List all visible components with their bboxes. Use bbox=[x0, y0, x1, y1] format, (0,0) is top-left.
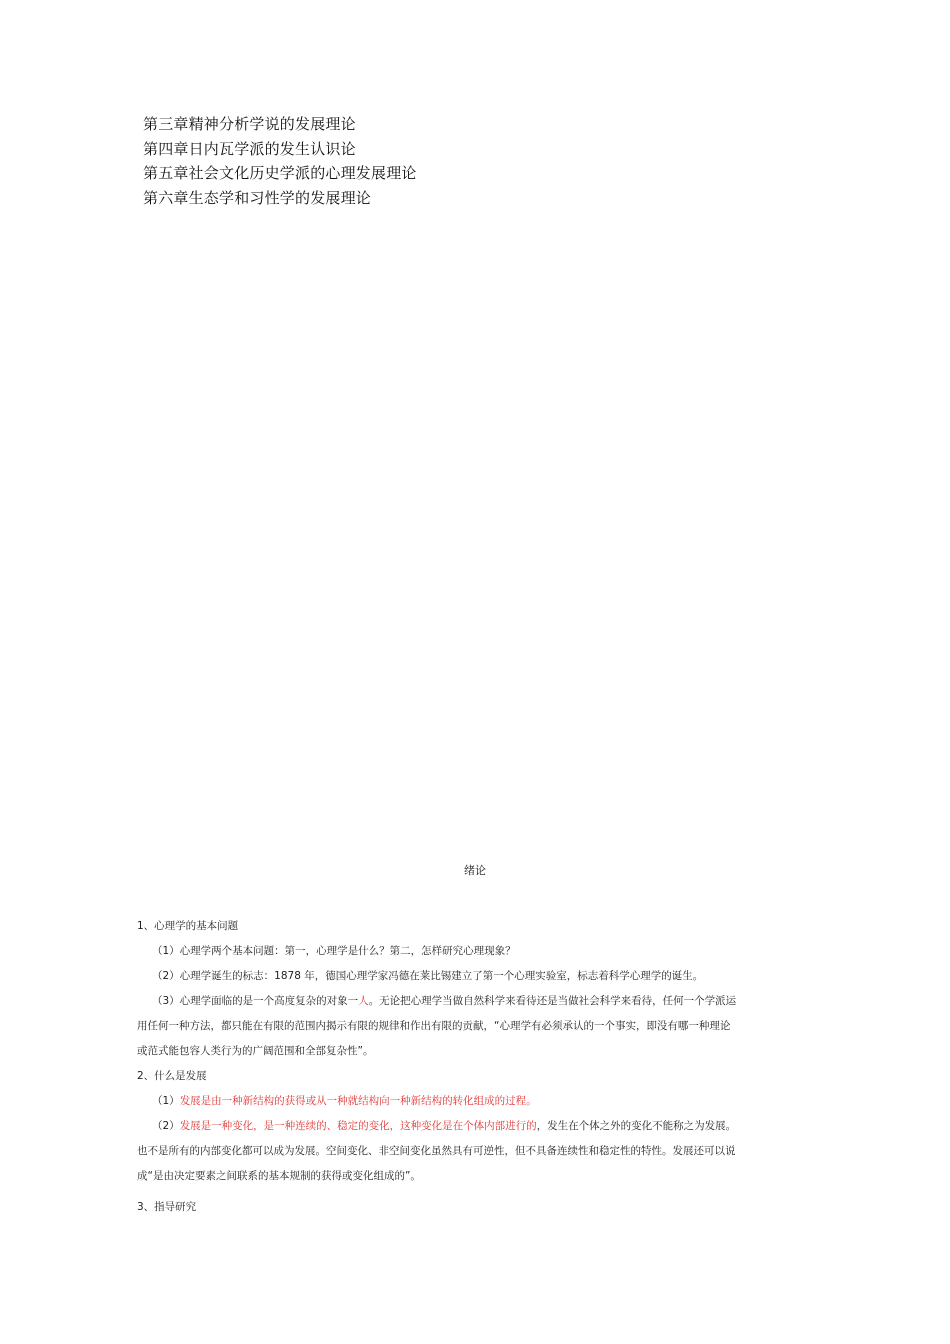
highlight-text: 人 bbox=[358, 995, 369, 1007]
paragraph-continued: 成“是由决定要素之间联系的基本规制的获得或变化组成的”。 bbox=[137, 1170, 421, 1182]
section-heading-1: 1、心理学的基本问题 bbox=[137, 920, 239, 932]
paragraph bbox=[137, 1089, 817, 1114]
highlight-text: 发展是一种变化，是一种连续的、稳定的变化，这种变化是在个体内部进行的 bbox=[179, 1120, 537, 1132]
text-span: （3）心理学面临的是一个高度复杂的对象一 bbox=[152, 995, 359, 1007]
table-of-contents bbox=[143, 112, 417, 210]
toc-item: 第四章日内瓦学派的发生认识论 bbox=[143, 139, 356, 158]
paragraph-continued: 也不是所有的内部变化都可以成为发展。空间变化、非空间变化虽然具有可逆性，但不具备连续性和稳定性的特性。发展还可以说 bbox=[137, 1145, 736, 1157]
text-span: （1） bbox=[152, 1095, 180, 1107]
paragraph: （1）心理学两个基本问题：第一，心理学是什么？第二，怎样研究心理现象？ bbox=[152, 945, 516, 957]
highlight-text: 发展是由一种新结构的获得或从一种就结构向一种新结构的转化组成的过程。 bbox=[179, 1095, 537, 1107]
section-heading-3: 3、指导研究 bbox=[137, 1201, 197, 1213]
paragraph-continued: 用任何一种方法，都只能在有限的范围内揭示有限的规律和作出有限的贡献，“心理学有必须承认的一个事实，即没有哪一种理论 bbox=[137, 1020, 731, 1032]
paragraph: （2）心理学诞生的标志：1878 年，德国心理学家冯德在莱比锡建立了第一个心理实验室，标志着科学心理学的诞生。 bbox=[152, 970, 704, 982]
text-span: ，发生在个体之外的变化不能称之为发展。 bbox=[536, 1120, 737, 1132]
section-title: 绪论 bbox=[464, 864, 486, 877]
paragraph bbox=[137, 989, 817, 1014]
text-span: （2） bbox=[152, 1120, 180, 1132]
document-body bbox=[137, 914, 817, 1220]
toc-item: 第三章精神分析学说的发展理论 bbox=[143, 115, 356, 133]
toc-item: 第五章社会文化历史学派的心理发展理论 bbox=[143, 164, 417, 182]
paragraph bbox=[137, 1114, 817, 1139]
toc-item: 第六章生态学和习性学的发展理论 bbox=[143, 188, 372, 207]
paragraph-continued: 或范式能包容人类行为的广阔范围和全部复杂性”。 bbox=[137, 1045, 374, 1057]
text-span: 。无论把心理学当做自然科学来看待还是当做社会科学来看待，任何一个学派运 bbox=[368, 995, 737, 1007]
section-heading-2: 2、什么是发展 bbox=[137, 1070, 207, 1082]
